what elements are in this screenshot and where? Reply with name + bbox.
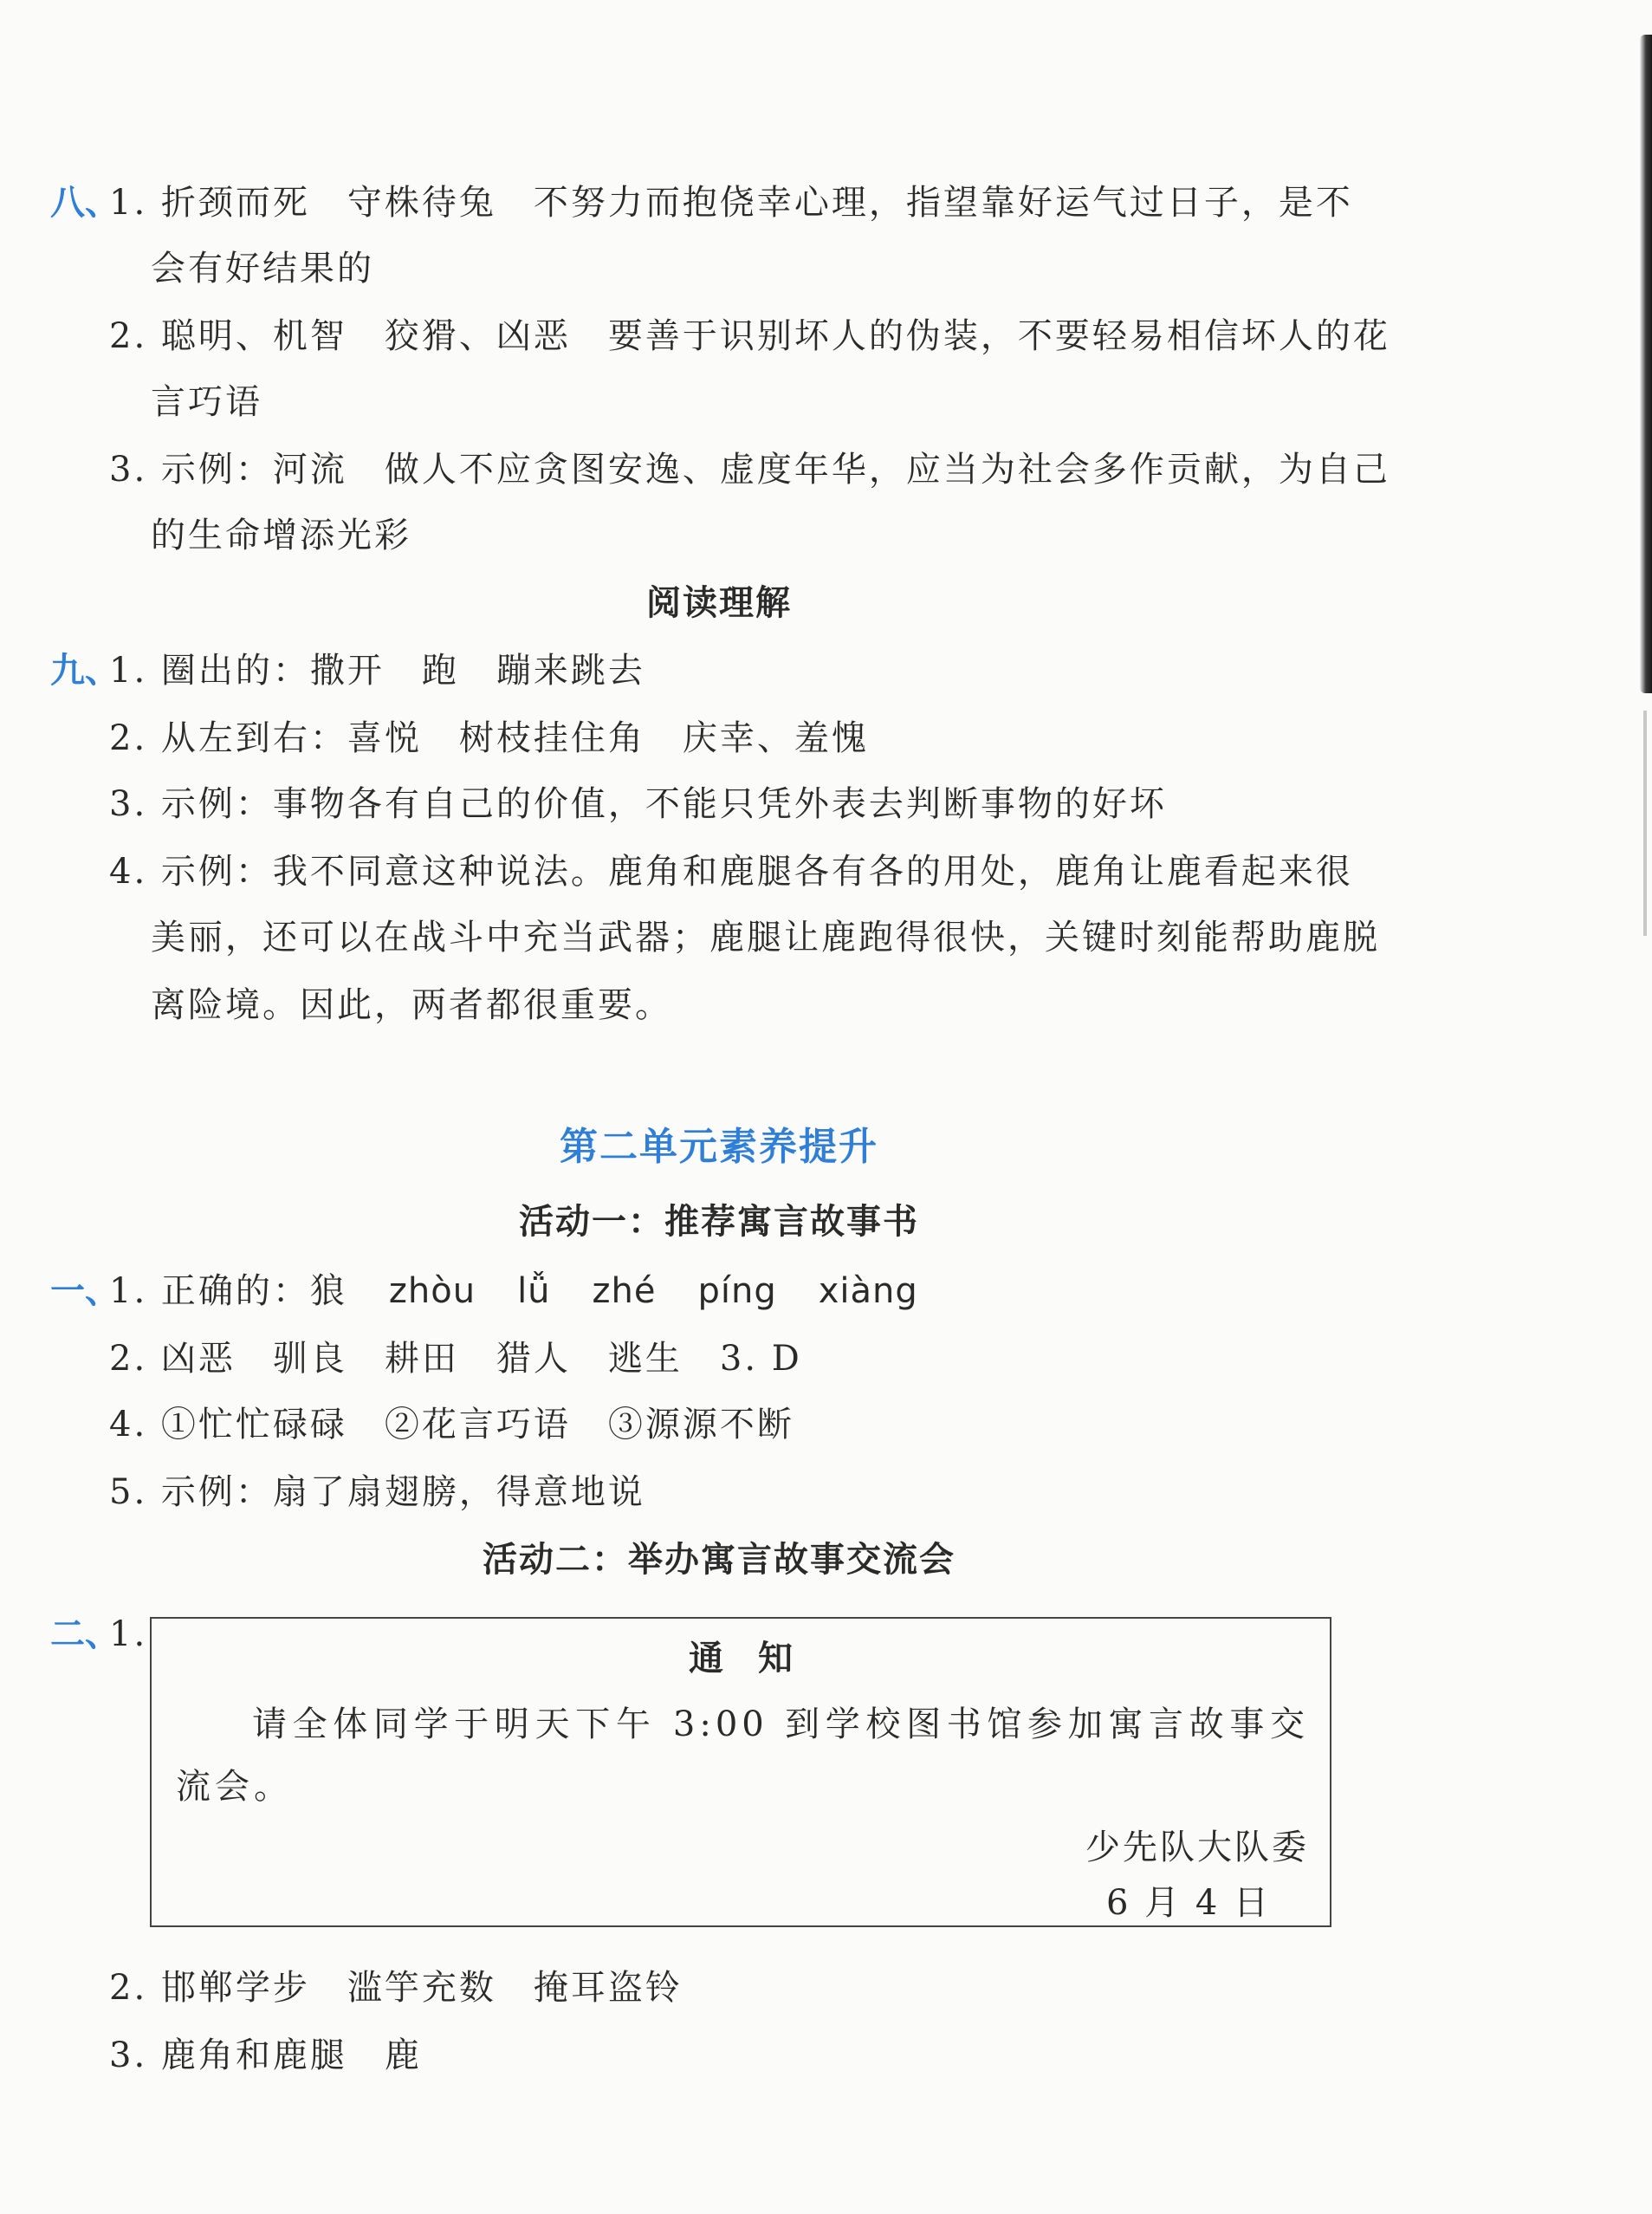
page-edge-shadow xyxy=(1640,35,1652,693)
unit-title: 第二单元素养提升 xyxy=(560,1125,878,1169)
section-9-item-4-line-1: 4. 示例：我不同意这种说法。鹿角和鹿腿各有各的用处，鹿角让鹿看起来很 xyxy=(109,852,1353,892)
activity-1-item-2-3: 2. 凶恶 驯良 耕田 猎人 逃生 3. D xyxy=(109,1339,802,1379)
pinyin-5: xiàng xyxy=(818,1271,918,1311)
pinyin-1: zhòu xyxy=(388,1271,476,1311)
activity-2-item-1-number: 1. xyxy=(109,1614,148,1654)
notice-signature: 少先队大队委 xyxy=(1085,1828,1309,1867)
pinyin-3: zhé xyxy=(592,1271,657,1311)
notice-box xyxy=(150,1617,1331,1927)
section-9-item-2: 2. 从左到右：喜悦 树枝挂住角 庆幸、羞愧 xyxy=(109,718,869,758)
activity-2-label: 二、 xyxy=(50,1614,120,1654)
section-9-item-3: 3. 示例：事物各有自己的价值，不能只凭外表去判断事物的好坏 xyxy=(109,784,1167,824)
section-8-label: 八、 xyxy=(50,183,120,223)
notice-body: 请全体同学于明天下午 3:00 到学校图书馆参加寓言故事交流会。 xyxy=(176,1704,1309,1807)
activity-1-item-1 xyxy=(109,1265,918,1317)
notice-title: 通知 xyxy=(689,1639,827,1678)
section-9-label: 九、 xyxy=(50,651,120,691)
activity-2-item-2: 2. 邯郸学步 滥竽充数 掩耳盗铃 xyxy=(109,1968,683,2008)
section-8-item-2-line-2: 言巧语 xyxy=(151,382,262,422)
section-9-item-4-line-2: 美丽，还可以在战斗中充当武器；鹿腿让鹿跑得很快，关键时刻能帮助鹿脱 xyxy=(151,918,1380,958)
reading-heading: 阅读理解 xyxy=(646,583,792,623)
activity-1-title: 活动一：推荐寓言故事书 xyxy=(519,1202,919,1242)
activity-1-item-5: 5. 示例：扇了扇翅膀，得意地说 xyxy=(109,1472,645,1512)
pinyin-2: lǚ xyxy=(517,1271,551,1311)
activity-1-item-4: 4. ①忙忙碌碌 ②花言巧语 ③源源不断 xyxy=(109,1405,794,1445)
notice-date: 6 月 4 日 xyxy=(1105,1883,1271,1923)
page-edge-line xyxy=(1643,711,1647,936)
activity-2-title: 活动二：举办寓言故事交流会 xyxy=(483,1540,956,1580)
section-8-item-1-line-1: 1. 折颈而死 守株待兔 不努力而抱侥幸心理，指望靠好运气过日子，是不 xyxy=(109,183,1353,223)
pinyin-4: píng xyxy=(697,1271,777,1311)
section-9-item-1: 1. 圈出的：撒开 跑 蹦来跳去 xyxy=(109,651,645,691)
section-8-item-1-line-2: 会有好结果的 xyxy=(151,249,374,289)
section-8-item-3-line-1: 3. 示例：河流 做人不应贪图安逸、虚度年华，应当为社会多作贡献，为自己 xyxy=(109,450,1390,490)
section-9-item-4-line-3: 离险境。因此，两者都很重要。 xyxy=(151,985,672,1025)
section-8-item-3-line-2: 的生命增添光彩 xyxy=(151,516,411,555)
activity-2-item-3: 3. 鹿角和鹿腿 鹿 xyxy=(109,2035,422,2075)
section-8-item-2-line-1: 2. 聪明、机智 狡猾、凶恶 要善于识别坏人的伪装，不要轻易相信坏人的花 xyxy=(109,316,1390,356)
item-1-prefix: 1. 正确的：狼 xyxy=(109,1271,347,1311)
activity-1-label: 一、 xyxy=(50,1271,120,1311)
